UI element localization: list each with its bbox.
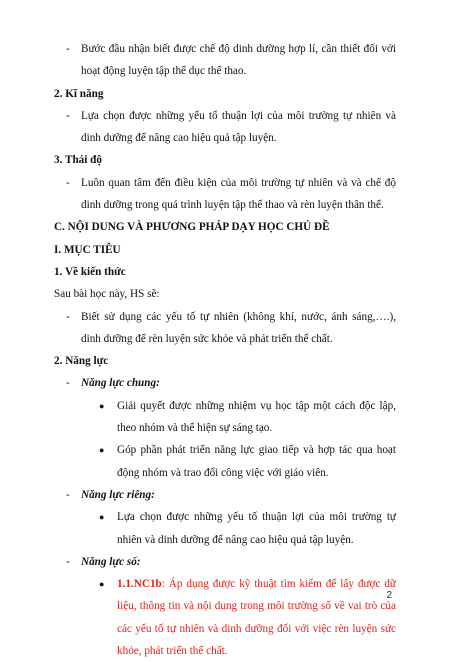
subheading-digital-competence: Năng lực số:: [81, 555, 141, 568]
bullet-text: Lựa chọn được những yếu tố thuận lợi của môi trường tự nhiên và dinh dưỡng để nâng cao hiệu quả tập luyện.: [117, 511, 396, 546]
dash-marker: -: [66, 176, 70, 189]
document-body: [54, 38, 396, 662]
dash-marker: -: [66, 555, 70, 568]
paragraph-text: Lựa chọn được những yếu tố thuận lợi của môi trường tự nhiên và dinh dưỡng để nâng cao hiệu quả tập luyện.: [81, 109, 396, 145]
dash-item: [54, 484, 396, 506]
bullet-marker: ●: [99, 579, 105, 590]
dash-item: [54, 372, 396, 394]
section-heading: 1. Về kiến thức: [54, 265, 126, 278]
bullet-marker: ●: [99, 512, 105, 523]
page-number: 2: [386, 590, 392, 601]
competence-description: : Áp dụng được kỹ thuật tìm kiếm để lấy được dữ liệu, thông tin và nội dung trong môi trường số về vai trò của các yếu tố tự nhiên và dinh dưỡng đối với việc rèn luyện sức khỏe, phát triển thể chất.: [117, 578, 396, 658]
bullet-item: [54, 395, 396, 440]
bullet-text: Giải quyết được những nhiệm vụ học tập một cách độc lập, theo nhóm và thể hiện sự sáng tạo.: [117, 399, 396, 435]
digital-competence-text: [117, 573, 396, 662]
dash-marker: -: [66, 377, 70, 390]
bullet-marker: ●: [99, 445, 105, 456]
dash-marker: -: [66, 488, 70, 501]
dash-marker: -: [66, 310, 70, 323]
intro-text: Sau bài học này, HS sẽ:: [54, 288, 160, 301]
dash-item: [54, 551, 396, 573]
dash-item: [54, 306, 396, 351]
dash-marker: -: [66, 43, 70, 55]
section-heading: 3. Thái độ: [54, 154, 102, 167]
bullet-item: [54, 573, 396, 662]
section-heading: 2. Năng lực: [54, 355, 109, 368]
section-heading: I. MỤC TIÊU: [54, 243, 121, 256]
section-heading: 2. Kĩ năng: [54, 87, 104, 100]
subheading-specific-competence: Năng lực riêng:: [81, 488, 155, 501]
dash-item: [54, 105, 396, 150]
subheading-general-competence: Năng lực chung:: [81, 377, 160, 390]
dash-marker: -: [66, 109, 70, 122]
bullet-item: [54, 439, 396, 484]
bullet-item: [54, 506, 396, 551]
dash-item: [54, 38, 396, 83]
paragraph-text: Biết sử dụng các yếu tố tự nhiên (không khí, nước, ánh sáng,….), dinh dưỡng để rèn luyện sức khỏe và phát triển thể chất.: [81, 310, 396, 345]
bullet-text: Góp phần phát triển năng lực giao tiếp và hợp tác qua hoạt động nhóm và trao đổi công việc với giáo viên.: [117, 444, 396, 479]
paragraph-text: Luôn quan tâm đến điều kiện của môi trường tự nhiên và và chế độ dinh dưỡng trong quá trình luyện tập thể thao và rèn luyện thân thể.: [81, 176, 396, 212]
dash-item: [54, 172, 396, 217]
competence-code: 1.1.NC1b: [117, 578, 162, 591]
section-heading: C. NỘI DUNG VÀ PHƯƠNG PHÁP DẠY HỌC CHỦ ĐỀ: [54, 221, 330, 234]
bullet-marker: ●: [99, 400, 105, 411]
paragraph-text: Bước đầu nhận biết được chế độ dinh dưỡng hợp lí, cần thiết đối với hoạt động luyện tập thể dục thể thao.: [81, 43, 396, 78]
